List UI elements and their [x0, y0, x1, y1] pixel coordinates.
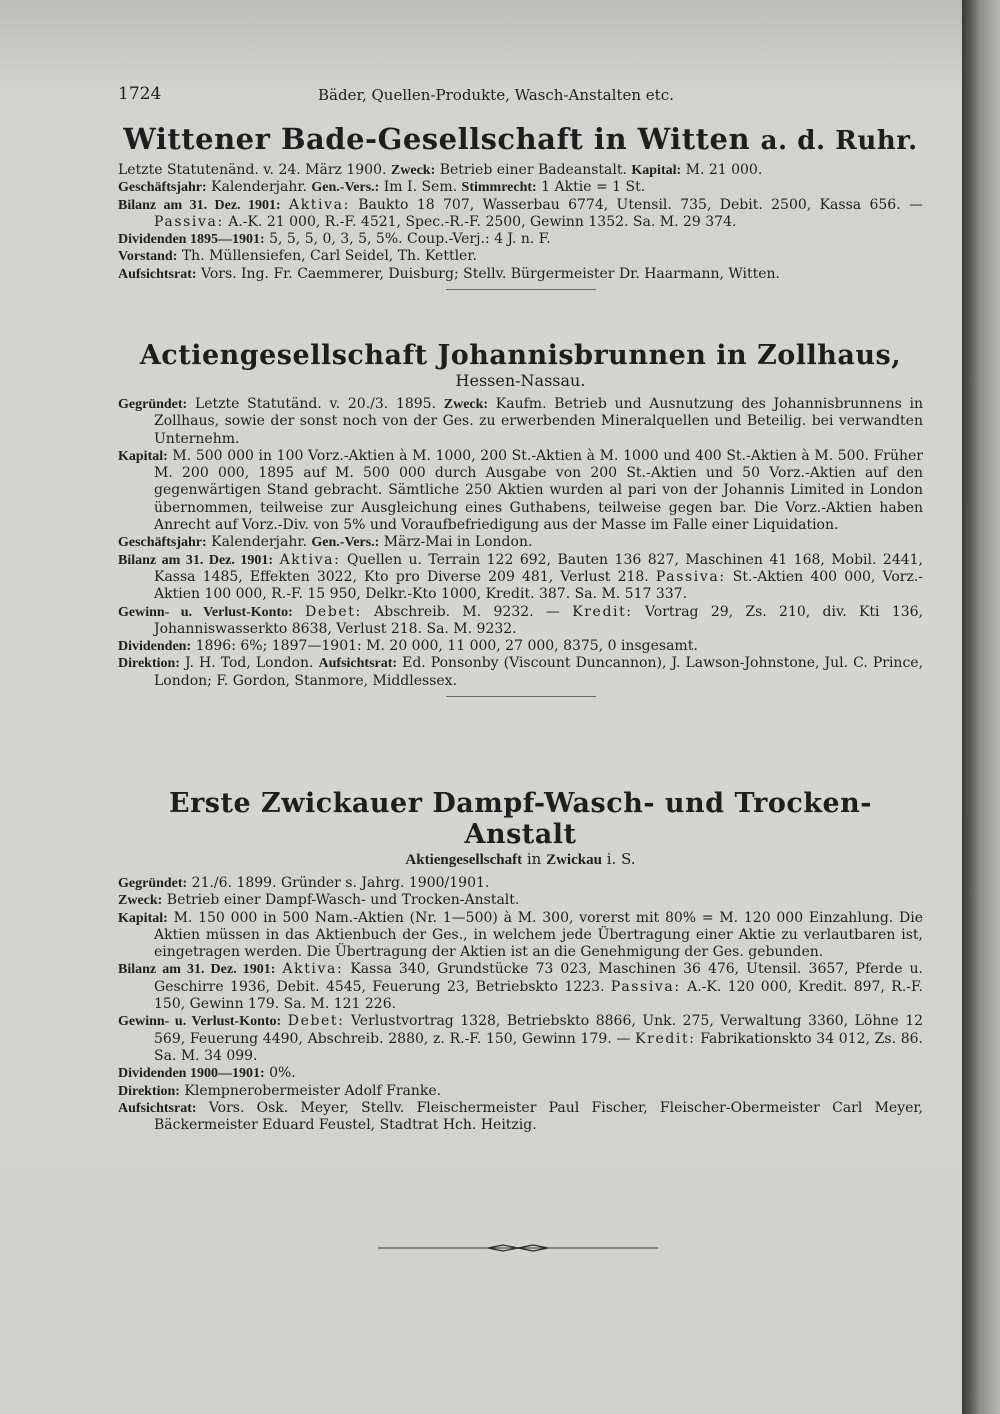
balance-entry [118, 961, 923, 1013]
value: A.-K. 21 000, R.-F. 4521, Spec.-R.-F. 2500, Gewinn 1352. Sa. M. 29 374. [228, 213, 737, 230]
title-tail: a. d. Ruhr. [760, 125, 918, 156]
sublabel: Passiva: [655, 568, 726, 585]
company-title: Erste Zwickauer Dampf-Wasch- und Trocken-Anstalt [169, 788, 872, 850]
founded-entry [118, 875, 923, 892]
value: A.-K. 120 000, Kredit. 897, R.-F. 150, Gewinn 179. Sa. M. 121 226. [154, 978, 923, 1013]
label: Direktion: [118, 1083, 180, 1099]
sublabel: Aktiva: [289, 196, 350, 213]
purpose-entry [118, 892, 923, 909]
value: Verlustvortrag 1328, Betriebskto 8866, Unk. 275, Verwaltung 3360, Löhne 12 569, Feuerung 4490, Abschreib. 2880, z. R.-F. 150, Gewinn 179. — [154, 1013, 924, 1047]
label: Kapital: [631, 163, 682, 178]
sublabel: Aktiva: [279, 551, 341, 568]
dividend-entry [118, 231, 923, 248]
value: Fabrikationskto 34 012, Zs. 86. Sa. M. 34 099. [154, 1030, 923, 1064]
label: Gen.-Vers.: [311, 180, 380, 196]
sublabel: Passiva: [610, 978, 681, 995]
label: Stimmrecht: [461, 180, 537, 196]
sublabel: Passiva: [154, 213, 224, 230]
label: Dividenden 1895—1901: [118, 232, 265, 248]
divider [446, 289, 596, 290]
sublabel: Debet: [305, 603, 362, 620]
subtitle-city: Zwickau [546, 852, 602, 868]
subtitle-ag: Aktiengesellschaft [405, 852, 523, 868]
divider [446, 696, 596, 697]
company-entry-johannisbrunnen [118, 340, 923, 703]
label: Zweck: [443, 397, 489, 412]
direction-entry [118, 1083, 923, 1100]
label: Zweck: [118, 893, 163, 909]
label: Zweck: [390, 163, 436, 178]
value: 1 Aktie = 1 St. [541, 179, 646, 196]
value: 0%. [269, 1065, 296, 1082]
board-entry [118, 248, 923, 265]
value: M. 150 000 in 500 Nam.-Aktien (Nr. 1—500) à M. 300, vorerst mit 80% = M. 120 000 Einzahlung. Die Aktien müssen in das Aktienbuch der Ges., in welchem jede Übertragung einer Aktie zu verlautbaren ist, eingetragen werden. Die Übertragung der Aktien ist an die Genehmigung der Ges. gebunden. [154, 909, 924, 961]
statute-text: Letzte Statutenänd. v. 24. März 1900. [118, 162, 387, 178]
label: Gen.-Vers.: [311, 535, 380, 551]
sublabel: Kredit: [635, 1030, 696, 1047]
value: Betrieb einer Dampf-Wasch- und Trocken-Anstalt. [166, 892, 520, 909]
value: Vors. Osk. Meyer, Stellv. Fleischermeister Paul Fischer, Fleischer-Obermeister Carl Meyer, Bäckermeister Eduard Feustel, Stadtrat Hch. Heitzig. [154, 1099, 924, 1134]
dividend-entry [118, 638, 923, 655]
sublabel: Kredit: [572, 603, 633, 620]
company-title: Actiengesellschaft Johannisbrunnen in Zollhaus, [139, 340, 902, 371]
subtitle-tail: i. S. [606, 850, 636, 868]
value: Kaufm. Betrieb und Ausnutzung des Johannisbrunnens in Zollhaus, sowie der sonst noch von der Ges. zu erwerbenden Mineralquellen und Beteilig. bei verwandten Unternehm. [154, 396, 923, 447]
entry-line [118, 179, 923, 196]
label: Bilanz am 31. Dez. 1901: [118, 962, 276, 978]
label: Dividenden 1900—1901: [118, 1066, 265, 1082]
label: Kapital: [118, 910, 168, 926]
balance-entry [118, 552, 923, 604]
label: Geschäftsjahr: [118, 535, 207, 551]
label: Direktion: [118, 656, 180, 672]
label: Gewinn- u. Verlust-Konto: [118, 1014, 282, 1030]
value: Vortrag 29, Zs. 210, div. Kti 136, Johanniswasserkto 8638, Verlust 218. Sa. M. 9232. [154, 603, 924, 637]
value: M. 500 000 in 100 Vorz.-Aktien à M. 1000, 200 St.-Aktien à M. 1000 und 400 St.-Aktien à M. 500. Früher M. 200 000, 1895 auf M. 500 000 durch Ausgabe von 200 St.-Aktien und 50 Vorz.-Aktien auf den gegenwärtigen Stand gebracht. Sämtliche 250 Aktien wurden al pari von der Johannis Limited in London übernommen, teilweise zur Ausgleichung eines Guthabens, teilweise gegen bar. Die Vorz.-Aktien haben Anrecht auf Vorz.-Div. von 5% und Voraufbefriedigung aus der Masse im Falle einer Liquidation. [154, 447, 924, 534]
value: 5, 5, 5, 0, 3, 5, 5%. Coup.-Verj.: 4 J. n. F. [269, 231, 551, 248]
subtitle-in: in [526, 850, 542, 868]
value: 21./6. 1899. Gründer s. Jahrg. 1900/1901. [191, 875, 490, 891]
value: Kalenderjahr. [211, 179, 307, 196]
dividend-entry [118, 1065, 923, 1082]
value: Letzte Statutänd. v. 20./3. 1895. [194, 396, 437, 412]
value: Abschreib. M. 9232. — [374, 603, 560, 620]
value: Kassa 340, Grundstücke 73 023, Maschinen 36 476, Utensil. 3657, Pferde u. Geschirre 1936, Debit. 4545, Feuerung 23, Betriebskto 1223. [154, 961, 923, 995]
sublabel: Aktiva: [282, 961, 344, 978]
supervisory-entry [118, 266, 923, 283]
company-entry-zwickauer [118, 788, 923, 1134]
value: J. H. Tod, London. [185, 655, 314, 672]
company-subtitle: Hessen-Nassau. [455, 371, 586, 390]
profit-loss-entry [118, 1013, 923, 1065]
running-title: Bäder, Quellen-Produkte, Wasch-Anstalten etc. [318, 86, 674, 104]
value: Klempnerobermeister Adolf Franke. [184, 1082, 442, 1099]
label: Gegründet: [118, 876, 188, 891]
end-ornament-rule [378, 1244, 658, 1252]
founded-entry [118, 396, 923, 448]
label: Bilanz am 31. Dez. 1901: [118, 552, 274, 568]
value: Th. Müllensiefen, Carl Seidel, Th. Kettler. [181, 248, 477, 265]
label: Aufsichtsrat: [118, 266, 197, 282]
value: Im I. Sem. [383, 179, 458, 196]
title-main: Wittener Bade-Gesellschaft in Witten [123, 122, 751, 156]
value: März-Mai in London. [383, 534, 533, 551]
value: Quellen u. Terrain 122 692, Bauten 136 827, Maschinen 41 168, Mobil. 2441, Kassa 1485, Effekten 3022, Kto pro Diverse 209 481, Verlust 218. [154, 551, 924, 585]
company-subtitle [118, 850, 923, 869]
sublabel: Debet: [287, 1013, 345, 1030]
book-spine-shadow [962, 0, 1000, 1414]
label: Bilanz am 31. Dez. 1901: [118, 197, 281, 213]
value: Ed. Ponsonby (Viscount Duncannon), J. Lawson-Johnstone, Jul. C. Prince, London; F. Gordon, Stanmore, Middlessex. [154, 655, 924, 689]
value: St.-Aktien 400 000, Vorz.-Aktien 100 000, R.-F. 15 950, Delkr.-Kto 1000, Kredit. 387. Sa. M. 517 337. [154, 568, 923, 603]
capital-entry [118, 448, 923, 534]
fiscal-entry [118, 534, 923, 551]
label: Kapital: [118, 448, 168, 464]
value: 1896: 6%; 1897—1901: M. 20 000, 11 000, 27 000, 8375, 0 insgesamt. [195, 638, 698, 655]
capital-entry [118, 910, 923, 962]
value: Betrieb einer Badeanstalt. [439, 162, 627, 178]
label: Dividenden: [118, 639, 192, 655]
value: Baukto 18 707, Wasserbau 6774, Utensil. 735, Debit. 2500, Kassa 656. — [358, 196, 924, 213]
label: Gegründet: [118, 397, 188, 412]
direction-entry [118, 655, 923, 690]
value: M. 21 000. [685, 162, 763, 178]
label: Aufsichtsrat: [318, 656, 398, 672]
value: Vors. Ing. Fr. Caemmerer, Duisburg; Stellv. Bürgermeister Dr. Haarmann, Witten. [201, 265, 780, 282]
label: Geschäftsjahr: [118, 180, 207, 196]
label: Aufsichtsrat: [118, 1100, 197, 1116]
supervisory-entry [118, 1100, 923, 1135]
label: Gewinn- u. Verlust-Konto: [118, 604, 293, 620]
company-title [118, 122, 923, 156]
balance-entry [118, 197, 923, 232]
profit-loss-entry [118, 604, 923, 639]
label: Vorstand: [118, 249, 178, 265]
value: Kalenderjahr. [211, 534, 307, 551]
page-number: 1724 [118, 84, 162, 104]
entry-line [118, 162, 923, 179]
company-entry-wittener [118, 122, 923, 296]
